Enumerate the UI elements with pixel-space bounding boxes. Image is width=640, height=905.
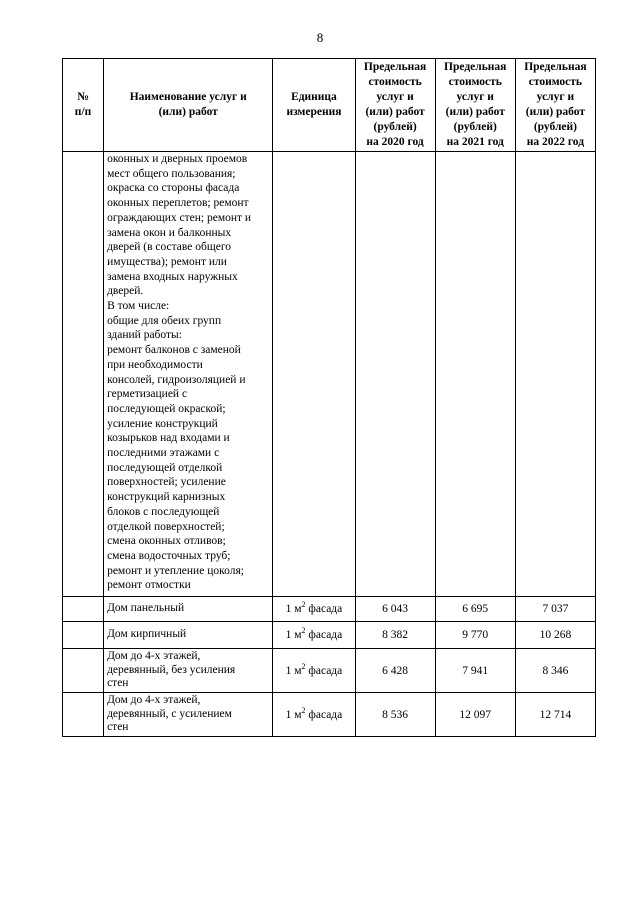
- row-name-cell: Дом до 4-х этажей, деревянный, с усилением стен: [104, 693, 273, 737]
- row-price-2022: 10 268: [515, 622, 595, 649]
- description-line: конструкций карнизных: [107, 491, 226, 504]
- row-num-cell: [63, 649, 104, 693]
- table-header-row: [63, 59, 596, 152]
- description-price-2021-cell: [435, 152, 515, 597]
- description-line: замена входных наружных: [107, 270, 238, 283]
- description-line: усиление конструкций: [107, 417, 218, 430]
- description-price-2020-cell: [355, 152, 435, 597]
- table-row: [63, 622, 596, 649]
- row-price-2020: 6 043: [355, 597, 435, 622]
- table-row: [63, 597, 596, 622]
- description-line: дверей (в составе общего: [107, 241, 231, 254]
- description-line: мест общего пользования;: [107, 167, 236, 180]
- row-price-2020: 8 536: [355, 693, 435, 737]
- row-num-cell: [63, 597, 104, 622]
- row-price-2022: 8 346: [515, 649, 595, 693]
- description-line: козырьков над входами и: [107, 432, 230, 445]
- header-num: № п/п: [63, 59, 104, 152]
- description-line: отделкой поверхностей;: [107, 520, 225, 533]
- description-line: герметизацией с: [107, 388, 188, 401]
- description-line: зданий работы:: [107, 329, 182, 342]
- row-name-cell: Дом кирпичный: [104, 622, 273, 649]
- description-price-2022-cell: [515, 152, 595, 597]
- table-row: [63, 693, 596, 737]
- price-table: [62, 58, 596, 737]
- header-name: Наименование услуг и (или) работ: [104, 59, 273, 152]
- row-price-2020: 6 428: [355, 649, 435, 693]
- description-line: оконных переплетов; ремонт: [107, 197, 249, 210]
- description-row: [63, 152, 596, 597]
- row-price-2021: 6 695: [435, 597, 515, 622]
- description-line: общие для обеих групп: [107, 314, 222, 327]
- row-num-cell: [63, 622, 104, 649]
- description-line: ремонт и утепление цоколя;: [107, 564, 244, 577]
- description-line: последующей отделкой: [107, 461, 223, 474]
- row-num-cell: [63, 693, 104, 737]
- description-line: дверей.: [107, 285, 144, 298]
- row-price-2021: 7 941: [435, 649, 515, 693]
- row-unit-cell: 1 $м^2$ фасада: [273, 622, 355, 649]
- description-line: последующей окраской;: [107, 402, 226, 415]
- description-line: блоков с последующей: [107, 505, 220, 518]
- description-line: ремонт отмостки: [107, 579, 191, 592]
- table-row: [63, 649, 596, 693]
- description-line: В том числе:: [107, 300, 170, 313]
- row-unit-cell: 1 $м^2$ фасада: [273, 597, 355, 622]
- description-line: консолей, гидроизоляцией и: [107, 373, 246, 386]
- row-price-2022: 12 714: [515, 693, 595, 737]
- description-line: окраска со стороны фасада: [107, 182, 240, 195]
- description-line: ремонт балконов с заменой: [107, 344, 241, 357]
- row-name-cell: Дом до 4-х этажей, деревянный, без усиления стен: [104, 649, 273, 693]
- header-unit: Единица измерения: [273, 59, 355, 152]
- description-line: при необходимости: [107, 358, 203, 371]
- description-line: последними этажами с: [107, 447, 220, 460]
- description-unit-cell: [273, 152, 355, 597]
- header-price-2022: Предельная стоимость услуг и (или) работ (рублей) на 2022 год: [515, 59, 595, 152]
- row-price-2022: 7 037: [515, 597, 595, 622]
- description-cell: [104, 152, 273, 597]
- header-price-2021: Предельная стоимость услуг и (или) работ (рублей) на 2021 год: [435, 59, 515, 152]
- page-number: 8: [316, 30, 324, 45]
- row-price-2021: 12 097: [435, 693, 515, 737]
- description-num-cell: [63, 152, 104, 597]
- description-line: замена окон и балконных: [107, 226, 232, 239]
- row-price-2020: 8 382: [355, 622, 435, 649]
- header-price-2020: Предельная стоимость услуг и (или) работ (рублей) на 2020 год: [355, 59, 435, 152]
- row-price-2021: 9 770: [435, 622, 515, 649]
- row-unit-cell: 1 $м^2$ фасада: [273, 649, 355, 693]
- description-line: поверхностей; усиление: [107, 476, 226, 489]
- description-line: оконных и дверных проемов: [107, 153, 248, 165]
- description-line: смена оконных отливов;: [107, 535, 226, 548]
- row-unit-cell: 1 $м^2$ фасада: [273, 693, 355, 737]
- description-line: смена водосточных труб;: [107, 549, 231, 562]
- description-line: ограждающих стен; ремонт и: [107, 211, 252, 224]
- row-name-cell: Дом панельный: [104, 597, 273, 622]
- description-line: имущества); ремонт или: [107, 255, 227, 268]
